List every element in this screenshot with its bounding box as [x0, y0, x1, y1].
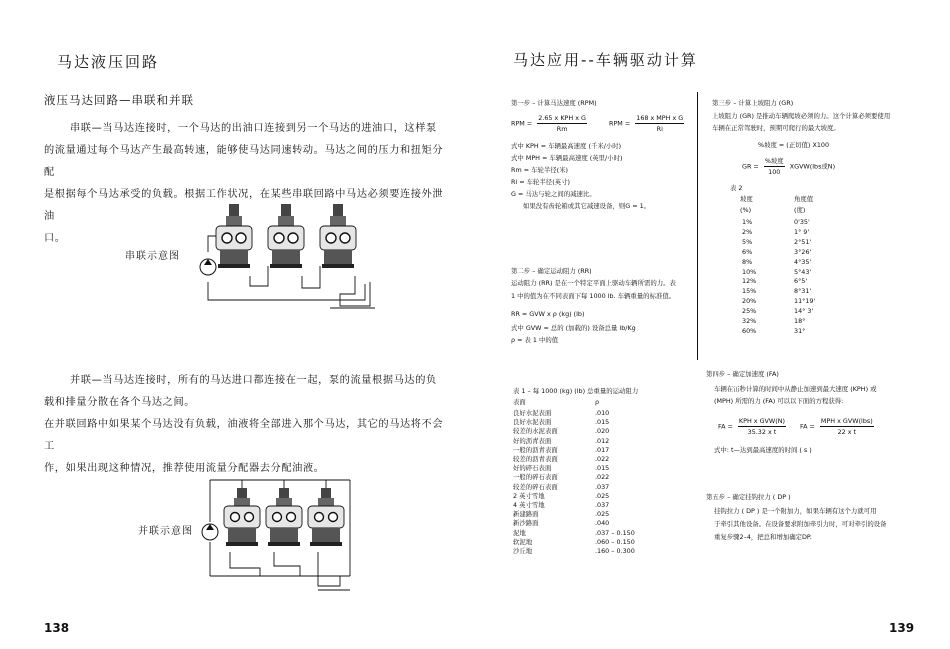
table1-header: 表面 ρ: [513, 398, 600, 406]
step1-block: [511, 98, 691, 218]
surface-cell: 较差的沥青表面: [513, 455, 558, 463]
pump-symbol: [200, 259, 216, 275]
grade-cell: 60%: [742, 326, 757, 335]
hydraulic-motor-2: [266, 488, 302, 546]
surface-cell: 软泥地: [513, 537, 533, 546]
angle-cell: 1° 9': [794, 227, 810, 236]
surface-cell: 泥地: [513, 528, 526, 537]
hydraulic-motor-3: [320, 204, 356, 268]
angle-cell: 18°: [794, 317, 806, 325]
table2-row: [742, 276, 807, 286]
rr-formula: RR = GVW x ρ (kg) (lb): [511, 310, 585, 318]
angle-cell: 6°5': [794, 277, 808, 286]
grade-cell: 8%: [742, 257, 753, 266]
step2-heading: 第二步 – 确定运动阻力 (RR): [511, 267, 592, 275]
step1-def: G = 马达与轮之间的减速比。: [511, 190, 596, 198]
table1-title: 表 1 – 每 1000 (kg) (lb) 总重量的运动阻力: [513, 387, 639, 395]
angle-cell: 14° 3': [794, 307, 814, 316]
step4-def: 式中: t—达到最高速度的时间 ( s ): [714, 446, 812, 454]
rho-cell: .022: [595, 455, 610, 463]
table1-row: [513, 546, 635, 556]
step2-block: [511, 266, 696, 346]
angle-cell: 2°51': [794, 237, 812, 246]
left-page-number: 138: [44, 621, 70, 635]
table2-row: [742, 316, 805, 326]
surface-cell: 较差的碎石表面: [513, 482, 558, 491]
table2-row: [742, 237, 811, 247]
hydraulic-motor-2: [268, 204, 304, 268]
hydraulic-motor-1: [224, 488, 260, 546]
table2-row: [742, 217, 810, 227]
rho-cell: .015: [595, 464, 610, 473]
parallel-line: 作，如果出现这种情况，推荐使用流量分配器去分配油液。: [44, 463, 325, 474]
hydraulic-motor-3: [308, 488, 344, 546]
rho-cell: .037 – 0.150: [595, 528, 635, 537]
rho-cell: .060 – 0.150: [595, 537, 635, 546]
table2-row: [742, 286, 811, 296]
step3-line: 车辆在正常驾驶时，预期可爬行的最大坡度。: [712, 124, 840, 132]
surface-cell: 好的碎石表面: [513, 464, 552, 473]
rho-cell: .040: [595, 519, 610, 528]
parallel-paragraph: [44, 370, 444, 480]
grade-cell: 25%: [742, 307, 757, 316]
series-diagram-label: 串联示意图: [125, 251, 180, 262]
step1-def: 式中 KPH = 车辆最高速度 (千米/小时): [511, 142, 622, 150]
table2-row: [742, 296, 815, 306]
angle-cell: 0'35': [794, 218, 810, 226]
rho-cell: .025: [595, 491, 610, 500]
rpm-imperial-fraction: $\frac{\text{168 x MPH x G}}{Ri}$: [636, 114, 684, 133]
grade-cell: 2%: [742, 227, 753, 236]
step1-def: 式中 MPH = 车辆最高速度 (英里/小时): [511, 154, 623, 162]
step2-line: 1 中的值为在不同表面下每 1000 lb. 车辆重量的标准值。: [511, 292, 676, 300]
gr-formula: GR = $\frac{\text{\%坡度}}{100}$ XGVW(lbs或N): [742, 157, 836, 176]
grade-cell: 12%: [742, 277, 757, 286]
fa-formula-metric: FA = $\frac{\text{KPH x GVW(N)}}{\text{35.32 x t}}$: [718, 417, 786, 436]
rho-cell: .012: [595, 436, 610, 445]
table2-row: [742, 267, 811, 277]
step5-block: [706, 492, 916, 552]
angle-cell: 31°: [794, 326, 806, 335]
angle-cell: 5°43': [794, 267, 812, 276]
rho-cell: .015: [595, 418, 610, 427]
left-page-subtitle: 液压马达回路—串联和并联: [44, 93, 194, 107]
table2-row: [742, 257, 811, 267]
surface-cell: 较差的水泥表面: [513, 427, 558, 436]
grade-cell: 32%: [742, 317, 757, 325]
step2-line: 运动阻力 (RR) 是在一个特定平面上驱动车辆所需的力。表: [511, 279, 676, 287]
grade-cell: 6%: [742, 247, 753, 256]
surface-cell: 新沙路面: [513, 519, 539, 528]
step1-heading: 第一步 – 计算马达速度 (RPM): [511, 99, 597, 107]
rho-cell: .037: [595, 501, 610, 509]
step1-note: 如果没有齿轮箱或其它减速设备，则G = 1。: [523, 202, 651, 210]
step5-line: 于牵引其他设备。在设备要求附加牵引力时，可对牵引的设备: [714, 520, 887, 528]
angle-cell: 11°19': [794, 297, 816, 306]
surface-cell: 2 英寸雪地: [513, 491, 545, 500]
step4-line: (MPH) 所需的力 (FA) 可以以下面的方程获得:: [714, 397, 844, 405]
surface-cell: 沙丘地: [513, 547, 533, 555]
table1: [513, 386, 693, 566]
rho-cell: .017: [595, 445, 610, 454]
step3-line: 上坡阻力 (GR) 是推动车辆爬坡必须的力。这个计算必须要使用: [712, 112, 891, 120]
angle-cell: 8°31': [794, 287, 812, 296]
left-page-title: 马达液压回路: [57, 53, 160, 71]
parallel-circuit-diagram: [200, 476, 360, 596]
series-line: 是根据每个马达承受的负载。根据工作状况，在某些串联回路中马达必须要连接外泄油: [44, 189, 444, 222]
step4-heading: 第四步 – 确定加速度 (FA): [706, 370, 779, 378]
step2-def: 式中 GVW = 总的 (加载的) 设备总量 lb/Kg: [511, 324, 636, 332]
step3-block: [712, 98, 912, 338]
step4-block: [706, 369, 916, 459]
parallel-diagram-label: 并联示意图: [138, 526, 193, 537]
rpm-formula-metric: RPM = $\frac{\text{2.65 x KPH x G}}{Rm}$: [511, 114, 586, 133]
column-divider: [697, 92, 698, 360]
pump-symbol: [202, 524, 218, 540]
table2-title: 表 2: [730, 184, 743, 192]
rho-cell: .037: [595, 482, 610, 491]
step1-def: Rm = 车轮半径(米): [511, 166, 569, 174]
grade-cell: 20%: [742, 297, 757, 306]
step5-line: 挂钩拉力 ( DP ) 是一个附加力，如果车辆有这个力就可用: [714, 507, 877, 515]
surface-cell: 4 英寸雪地: [513, 501, 545, 509]
grade-cell: 1%: [742, 218, 753, 226]
parallel-line: 载和排量分散在各个马达之间。: [44, 397, 196, 408]
angle-cell: 3°26': [794, 247, 812, 256]
surface-cell: 一般的碎石表面: [513, 473, 558, 482]
table2-header-units: (%) (度): [740, 206, 806, 214]
fa-formula-imperial: FA = $\frac{\text{MPH x GVW(lbs)}}{\text{22 x t}}$: [800, 417, 873, 436]
right-page-number: 139: [889, 621, 915, 635]
step3-heading: 第三步 – 计算上坡阻力 (GR): [712, 99, 794, 107]
grade-cell: 15%: [742, 287, 757, 296]
parallel-line: 并联—当马达连接时，所有的马达进口都连接在一起，泵的流量根据马达的负: [70, 375, 437, 386]
step1-def: Ri = 车轮半径(英寸): [511, 178, 570, 186]
rho-cell: .020: [595, 427, 610, 436]
table2-row: [742, 326, 805, 336]
gr-fraction: $\frac{\text{\%坡度}}{100}$: [764, 157, 784, 176]
series-circuit-diagram: [190, 196, 390, 316]
rho-cell: .025: [595, 510, 610, 519]
table2-row: [742, 247, 811, 257]
series-line: 的流量通过每个马达产生最高转速，能够使马达同速转动。马达之间的压力和扭矩分配: [44, 145, 444, 178]
surface-cell: 好的沥青表面: [513, 436, 552, 445]
rho-cell: .160 – 0.300: [595, 547, 635, 555]
rpm-metric-fraction: $\frac{\text{2.65 x KPH x G}}{Rm}$: [538, 114, 586, 133]
table2-row: [742, 306, 813, 316]
table2-row: [742, 227, 809, 237]
series-line: 口。: [44, 233, 66, 244]
table2-header: 坡度 角度值: [740, 195, 814, 203]
surface-cell: 一般的沥青表面: [513, 445, 558, 454]
rho-cell: .010: [595, 409, 610, 417]
right-page-title: 马达应用--车辆驱动计算: [513, 51, 698, 69]
grade-cell: 10%: [742, 267, 757, 276]
step5-line: 重复步骤2–4，把总和增加确定DP.: [714, 533, 812, 541]
step4-line: 车辆在冚秒计算的时间中从静止加速到最大速度 (KPH) 或: [714, 385, 877, 393]
grade-formula: %坡度 = (正切值) X100: [758, 141, 830, 149]
grade-cell: 5%: [742, 237, 753, 246]
parallel-line: 在并联回路中如果某个马达没有负载，油液将全部进入那个马达，其它的马达将不会工: [44, 419, 444, 452]
rho-cell: .022: [595, 473, 610, 482]
surface-cell: 良好水泥表面: [513, 418, 552, 427]
fa-metric-fraction: $\frac{\text{KPH x GVW(N)}}{\text{35.32 x t}}$: [738, 417, 786, 436]
rpm-formula-imperial: RPM = $\frac{\text{168 x MPH x G}}{Ri}$: [609, 114, 684, 133]
surface-cell: 良好水泥表面: [513, 409, 552, 417]
hydraulic-motor-1: [216, 204, 252, 268]
step5-heading: 第五步 – 确定挂钩拉力 ( DP ): [706, 493, 791, 501]
series-line: 串联—当马达连接时，一个马达的出油口连接到另一个马达的进油口，这样泵: [70, 123, 437, 134]
step2-def: ρ = 表 1 中的值: [511, 336, 559, 344]
angle-cell: 4°35': [794, 257, 812, 266]
surface-cell: 新建路面: [513, 510, 539, 519]
fa-imperial-fraction: $\frac{\text{MPH x GVW(lbs)}}{\text{22 x t}}$: [820, 417, 873, 436]
